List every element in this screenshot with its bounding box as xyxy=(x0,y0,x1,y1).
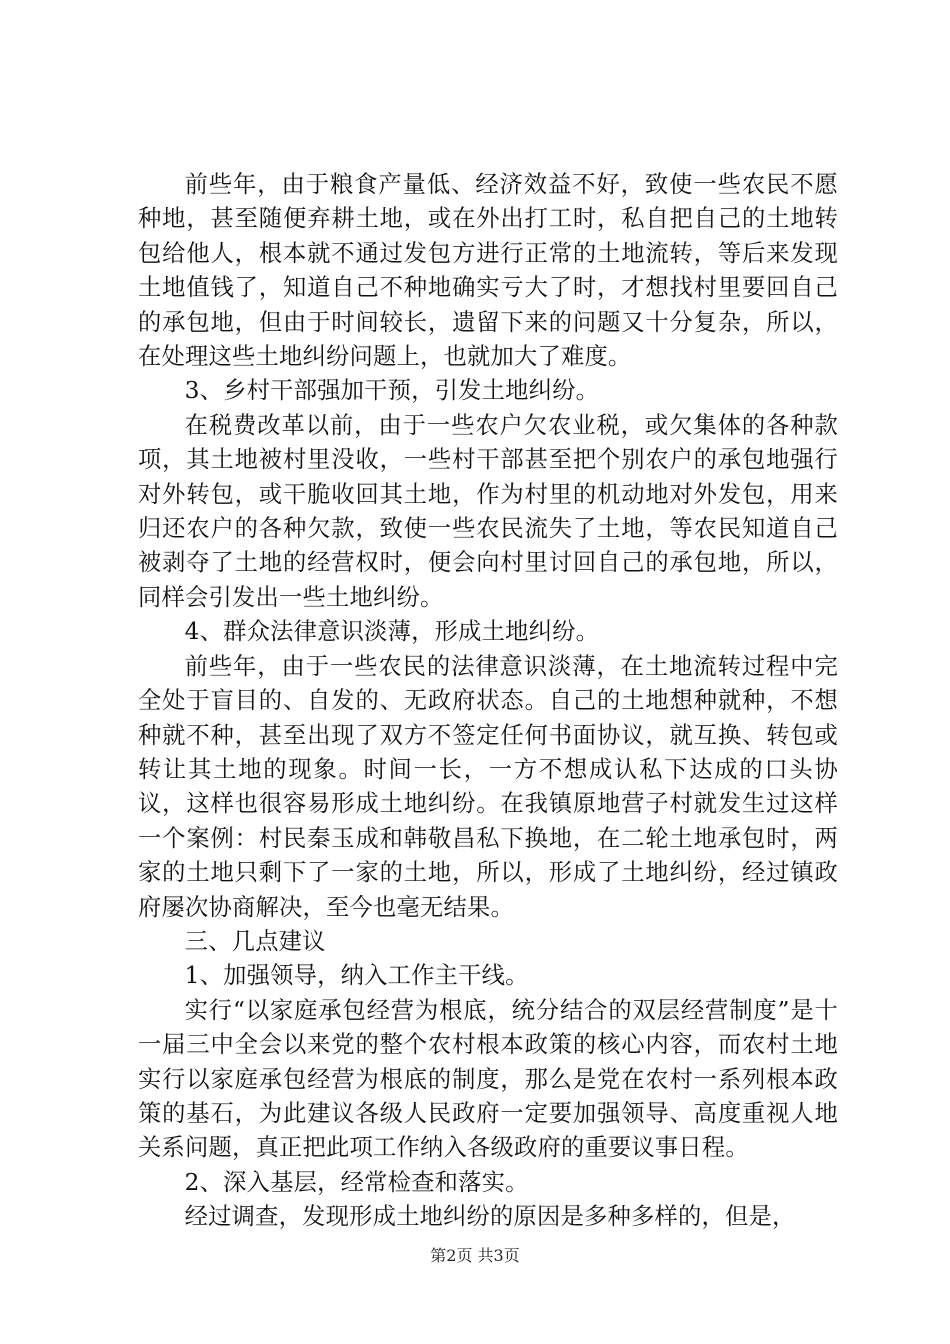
paragraph-tax-reform: 在税费改革以前，由于一些农户欠农业税，或欠集体的各种款项，其土地被村里没收，一些村干部甚至把个别农户的承包地强行对外转包，或干脆收回其土地，作为村里的机动地对外发包，用来归还农户的各种欠款，致使一些农民流失了土地，等农民知道自己被剥夺了土地的经营权时，便会向村里讨回自己的承包地，所以，同样会引发出一些土地纠纷。 xyxy=(138,411,838,611)
page-number-footer: 第2页 共3页 xyxy=(430,1246,520,1265)
paragraph-investigation: 经过调查，发现形成土地纠纷的原因是多种多样的，但是， xyxy=(184,1203,796,1231)
heading-cadre-interference: 3、乡村干部强加干预，引发土地纠纷。 xyxy=(184,377,600,405)
heading-go-grassroots: 2、深入基层，经常检查和落实。 xyxy=(184,1168,529,1196)
heading-legal-awareness: 4、群众法律意识淡薄，形成土地纠纷。 xyxy=(184,618,600,646)
heading-section-three: 三、几点建议 xyxy=(184,927,326,955)
document-body xyxy=(138,168,838,1235)
paragraph-legal-case: 前些年，由于一些农民的法律意识淡薄，在土地流转过程中完全处于盲目的、自发的、无政府状态。自己的土地想种就种，不想种就不种，甚至出现了双方不签定任何书面协议，就互换、转包或转让其土地的现象。时间一长，一方不想成认私下达成的口头协议，这样也很容易形成土地纠纷。在我镇原地营子村就发生过这样一个案例：村民秦玉成和韩敬昌私下换地，在二轮土地承包时，两家的土地只剩下了一家的土地，所以，形成了土地纠纷，经过镇政府屡次协商解决，至今也毫无结果。 xyxy=(138,652,838,921)
paragraph-policy-core: 实行“以家庭承包经营为根底，统分结合的双层经营制度”是十一届三中全会以来党的整个农村根本政策的核心内容，而农村土地实行以家庭承包经营为根底的制度，那么是党在农村一系列根本政策的基石，为此建议各级人民政府一定要加强领导、高度重视人地关系问题，真正把此项工作纳入各级政府的重要议事日程。 xyxy=(138,996,838,1162)
paragraph-abandoned-land: 前些年，由于粮食产量低、经济效益不好，致使一些农民不愿种地，甚至随便弃耕土地，或在外出打工时，私自把自己的土地转包给他人，根本就不通过发包方进行正常的土地流转，等后来发现土地值钱了，知道自己不种地确实亏大了时，才想找村里要回自己的承包地，但由于时间较长，遗留下来的问题又十分复杂，所以，在处理这些土地纠纷问题上，也就加大了难度。 xyxy=(138,171,838,371)
heading-strengthen-leadership: 1、加强领导，纳入工作主干线。 xyxy=(184,962,529,990)
